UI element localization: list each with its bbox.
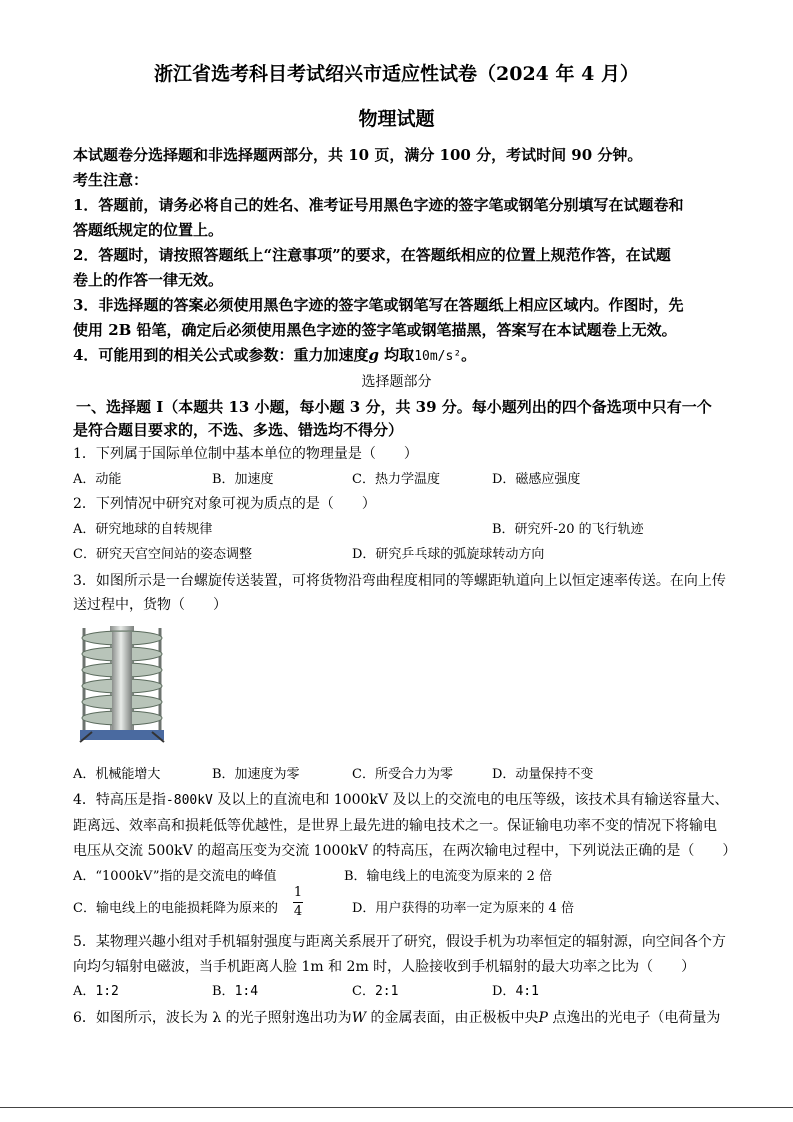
q2-option-a: A．研究地球的自转规律 <box>73 522 213 537</box>
notice-4-mid: 均取 <box>378 346 415 364</box>
q1-option-d: D．磁感应强度 <box>492 472 581 487</box>
part1-heading-b: 是符合题目要求的，不选、多选、错选均不得分） <box>73 421 404 439</box>
notice-title: 考生注意： <box>73 171 149 189</box>
q4-option-d: D．用户获得的功率一定为原来的 4 倍 <box>352 901 574 916</box>
q6-stem-pre: 6．如图所示，波长为 <box>73 1010 213 1026</box>
q2-option-d: D．研究乒乓球的弧旋球转动方向 <box>352 547 545 562</box>
fraction-bar <box>293 902 303 903</box>
q4-stem-3: 电压从交流 500kV 的超高压变为交流 1000kV 的特高压，在两次输电过程中，下列说法正确的是（ ） <box>73 843 737 859</box>
q5-option-b-value: 1:4 <box>234 984 259 999</box>
q3-option-b: B．加速度为零 <box>212 767 300 782</box>
q4-voltage-value: -800kV <box>165 793 213 808</box>
notice-1a: 1．答题前，请务必将自己的姓名、准考证号用黑色字迹的签字笔或钢笔分别填写在试题卷和 <box>73 196 684 214</box>
q3-stem-1: 3．如图所示是一台螺旋传送装置，可将货物沿弯曲程度相同的等螺距轨道向上以恒定速率传送。在向上传 <box>73 573 726 589</box>
q4-stem-2: 距离远、效率高和损耗低等优越性，是世界上最先进的输电技术之一。保证输电功率不变的情况下将输电 <box>73 818 717 834</box>
notice-3b: 使用 2B 铅笔，确定后必须使用黑色字迹的签字笔或钢笔描黑，答案写在本试题卷上无效。 <box>73 321 677 339</box>
q5-option-a-value: 1:2 <box>95 984 119 999</box>
q3-option-a: A．机械能增大 <box>73 767 161 782</box>
page-bottom-rule <box>0 1107 793 1108</box>
symbol-g: g <box>368 346 379 364</box>
symbol-W: W <box>351 1010 367 1026</box>
notice-1b: 答题纸规定的位置上。 <box>73 221 224 239</box>
q4-stem-1-pre: 4．特高压是指 <box>73 792 166 808</box>
q5-option-d-label: D． <box>492 984 516 999</box>
q3-option-c: C．所受合力为零 <box>352 767 453 782</box>
exam-title: 浙江省选考科目考试绍兴市适应性试卷（2024 年 4 月） <box>154 63 639 85</box>
q1-stem: 1．下列属于国际单位制中基本单位的物理量是（ ） <box>73 446 418 462</box>
spiral-conveyor-image <box>74 624 170 746</box>
q5-option-a <box>73 982 119 1002</box>
notice-4 <box>73 344 476 368</box>
q5-option-c <box>352 982 398 1002</box>
q6-stem <box>73 1008 720 1028</box>
q4-stem-1 <box>73 790 728 811</box>
q2-stem: 2．下列情况中研究对象可视为质点的是（ ） <box>73 496 376 512</box>
q2-option-b: B．研究歼-20 的飞行轨迹 <box>492 522 644 537</box>
notice-2b: 卷上的作答一律无效。 <box>73 271 224 289</box>
q5-option-b-label: B． <box>212 984 235 999</box>
q5-stem-2: 向均匀辐射电磁波，当手机距离人脸 1m 和 2m 时，人脸接收到手机辐射的最大功率之比为（ ） <box>73 959 696 975</box>
notice-4-end: 。 <box>461 346 477 364</box>
q4-option-b: B．输电线上的电流变为原来的 2 倍 <box>344 869 553 884</box>
q3-stem-2: 送过程中，货物（ ） <box>73 597 227 613</box>
fraction-numerator: 1 <box>293 885 303 900</box>
q6-stem-mid: 的光子照射逸出功为 <box>221 1010 352 1026</box>
q5-option-d-value: 4:1 <box>515 984 539 999</box>
q6-stem-post: 点逸出的光电子（电荷量为 <box>547 1010 721 1026</box>
q5-option-c-label: C． <box>352 984 375 999</box>
q2-option-c: C．研究天宫空间站的姿态调整 <box>73 547 252 562</box>
notice-4-prefix: 4．可能用到的相关公式或参数：重力加速度 <box>73 346 369 364</box>
q5-option-a-label: A． <box>73 984 96 999</box>
symbol-lambda: λ <box>212 1010 222 1026</box>
q5-stem-1: 5．某物理兴趣小组对手机辐射强度与距离关系展开了研究，假设手机为功率恒定的辐射源，向空间各个方 <box>73 934 726 950</box>
exam-subtitle: 物理试题 <box>358 108 435 130</box>
part1-heading-a: 一、选择题 I（本题共 13 小题，每小题 3 分，共 39 分。每小题列出的四个备选项中只有一个 <box>76 398 712 416</box>
g-value: 10m/s² <box>414 349 462 364</box>
intro-line: 本试题卷分选择题和非选择题两部分，共 10 页，满分 100 分，考试时间 90 分钟。 <box>73 146 643 164</box>
q4-stem-1-post: 及以上的直流电和 1000kV 及以上的交流电的电压等级，该技术具有输送容量大、 <box>212 792 729 808</box>
notice-3a: 3．非选择题的答案必须使用黑色字迹的签字笔或钢笔写在答题纸上相应区域内。作图时，先 <box>73 296 684 314</box>
q5-option-c-value: 2:1 <box>374 984 399 999</box>
q5-option-d <box>492 982 539 1002</box>
symbol-P: P <box>538 1010 548 1026</box>
q1-option-b: B．加速度 <box>212 472 274 487</box>
q4-option-a: A．“1000kV”指的是交流电的峰值 <box>73 869 277 884</box>
section-title: 选择题部分 <box>361 374 432 390</box>
q1-option-c: C．热力学温度 <box>352 472 440 487</box>
q5-option-b <box>212 982 258 1002</box>
q3-option-d: D．动量保持不变 <box>492 767 594 782</box>
q6-stem-mid2: 的金属表面，由正极板中央 <box>366 1010 539 1026</box>
notice-2a: 2．答题时，请按照答题纸上“注意事项”的要求，在答题纸相应的位置上规范作答，在试题 <box>73 246 671 264</box>
fraction-denominator: 4 <box>293 904 303 919</box>
q4-option-c: C．输电线上的电能损耗降为原来的 <box>73 901 278 916</box>
q1-option-a: A．动能 <box>73 472 122 487</box>
